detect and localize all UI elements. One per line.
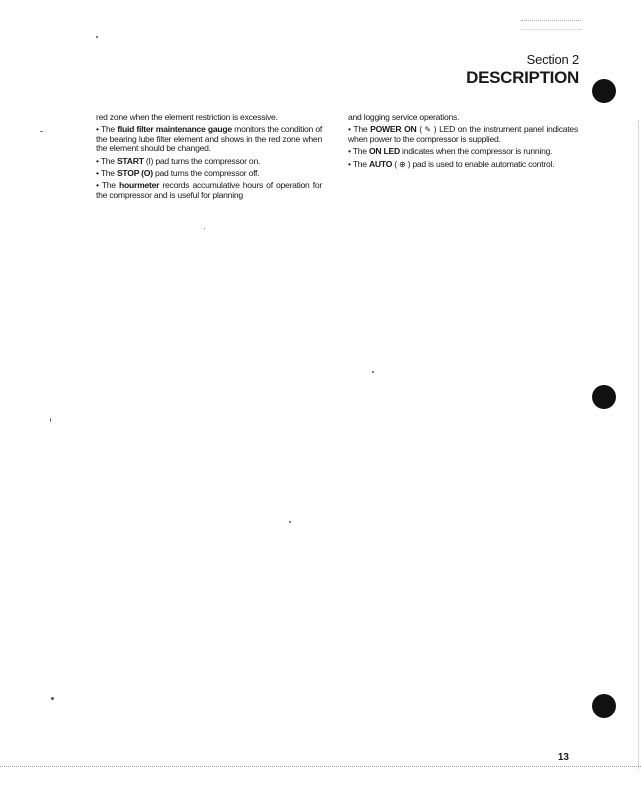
section-label: Section 2 [526,52,579,67]
scan-edge-shadow [638,120,639,770]
scan-speck [50,418,51,422]
term-power-on: POWER ON [370,124,417,135]
scan-speck [96,36,98,38]
paragraph-red-zone: red zone when the element restriction is excessive. [96,112,278,122]
power-on-icon: ✎ [424,125,431,135]
scan-corner-marks [521,20,581,30]
term-hourmeter: hourmeter [118,180,160,191]
paragraph-stop-pad: • The STOP (O) pad turns the compressor off. [96,168,260,179]
binding-hole-bottom [592,694,616,718]
paragraph-on-led: • The ON LED indicates when the compressor is running. [348,146,553,157]
scan-speck [40,131,43,132]
paragraph-logging-service: and logging service operations. [348,112,460,122]
paragraph-start-pad: • The START (I) pad turns the compressor on. [96,155,261,166]
binding-hole-middle [592,385,616,409]
term-start: START [116,155,144,166]
scan-speck [289,521,291,523]
term-on-led: ON LED [368,146,400,157]
scan-speck [51,697,54,700]
paragraph-fluid-filter-gauge: • The fluid filter maintenance gauge monitors the condition of the bearing lube filter element and shows in the red zone when the element should be changed. [96,124,322,154]
left-text-column [96,113,322,203]
scan-speck [372,371,374,373]
paragraph-hourmeter: • The hourmeter records accumulative hours of operation for the compressor and is useful for planning [96,180,323,200]
binding-hole-top [592,79,616,103]
section-title: DESCRIPTION [466,68,579,87]
term-auto: AUTO [368,158,393,169]
section-header [466,52,579,88]
page-number: 13 [557,752,569,763]
term-stop: STOP (O) [116,168,153,179]
footer-rule [0,766,641,767]
paragraph-auto-pad: • The AUTO ( ⊕ ) pad is used to enable automatic control. [348,158,555,169]
auto-icon: ⊕ [399,159,406,169]
term-fluid-filter-gauge: fluid filter maintenance gauge [117,124,232,135]
paragraph-power-on-led: • The POWER ON ( ✎ ) LED on the instrument panel indicates when power to the compressor is supplied. [348,124,579,144]
scan-speck [204,228,205,229]
right-text-column [348,113,578,172]
